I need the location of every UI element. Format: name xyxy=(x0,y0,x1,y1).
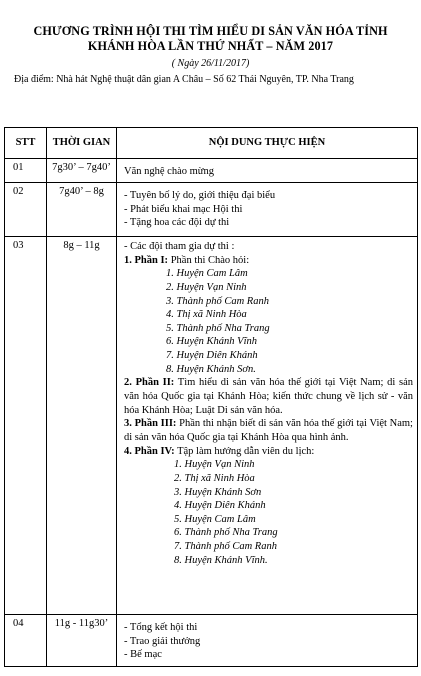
part-3-paragraph xyxy=(124,417,413,444)
table-header-row xyxy=(5,128,418,159)
part-3-text: Phần thi nhận biết di sản văn hóa thế giới tại Việt Nam; di sản văn hóa Quốc gia tại Khánh Hòa qua hình ảnh. xyxy=(124,418,413,443)
row-time: 11g - 11g30’ xyxy=(47,615,117,667)
row-content xyxy=(117,159,418,183)
row-stt: 01 xyxy=(5,159,47,183)
list-item: 7. Thành phố Cam Ranh xyxy=(174,541,277,553)
table-row xyxy=(5,183,418,237)
list-item: 2. Thị xã Ninh Hòa xyxy=(174,472,255,484)
row-time: 7g40’ – 8g xyxy=(47,183,117,237)
row-time: 8g – 11g xyxy=(47,237,117,615)
header-time: THỜI GIAN xyxy=(47,128,117,159)
row-stt: 04 xyxy=(5,615,47,667)
document-page xyxy=(0,24,421,676)
row-content xyxy=(117,615,418,667)
table-row xyxy=(5,159,418,183)
list-item: 4. Huyện Diên Khánh xyxy=(174,500,266,512)
row-stt: 03 xyxy=(5,237,47,615)
title-line-2: KHÁNH HÒA LẦN THỨ NHẤT – NĂM 2017 xyxy=(87,39,334,54)
list-item: 4. Thị xã Ninh Hòa xyxy=(166,309,247,321)
content-line: Văn nghệ chào mừng xyxy=(124,166,214,177)
row-content xyxy=(117,183,418,237)
part-2-label: 2. Phần II: xyxy=(124,377,175,389)
schedule-table xyxy=(4,127,418,667)
part-3-label: 3. Phần III: xyxy=(124,418,177,430)
list-item: 7. Huyện Diên Khánh xyxy=(166,350,258,362)
event-venue: Địa điểm: Nhà hát Nghệ thuật dân gian A Châu – Số 62 Thái Nguyên, TP. Nha Trang xyxy=(14,73,354,85)
event-date: ( Ngày 26/11/2017) xyxy=(171,57,250,69)
list-item: 5. Huyện Cam Lâm xyxy=(174,513,256,525)
header-content: NỘI DUNG THỰC HIỆN xyxy=(117,128,418,159)
participants-intro: - Các đội tham gia dự thi : xyxy=(124,241,235,252)
list-item: 3. Thành phố Cam Ranh xyxy=(166,295,269,307)
row-content xyxy=(117,237,418,615)
content-line: - Tuyên bố lý do, giới thiệu đại biểu xyxy=(124,190,276,201)
part-1-label: 1. Phần I: xyxy=(124,254,169,266)
content-line: - Tổng kết hội thi xyxy=(124,622,198,633)
list-item: 1. Huyện Vạn Ninh xyxy=(174,459,255,471)
list-item: 8. Huyện Khánh Vĩnh. xyxy=(174,554,268,566)
part-2-text: Tìm hiểu di sản văn hóa thế giới tại Việt Nam; di sản văn hóa Quốc gia tại Khánh Hòa; kiến thức chung về lịch sử - văn hóa Khánh Hòa; Luật Di sản văn hóa. xyxy=(124,377,413,416)
list-item: 5. Thành phố Nha Trang xyxy=(166,322,270,334)
document-title xyxy=(4,24,417,55)
content-line: - Trao giải thưởng xyxy=(124,635,201,647)
part-1-text: Phần thi Chào hỏi: xyxy=(168,254,250,266)
list-item: 1. Huyện Cam Lâm xyxy=(166,268,248,280)
content-line: - Phát biểu khai mạc Hội thi xyxy=(124,203,243,215)
title-line-1: CHƯƠNG TRÌNH HỘI THI TÌM HIỂU DI SẢN VĂN HÓA TỈNH xyxy=(33,24,388,38)
content-line: - Tặng hoa các đội dự thi xyxy=(124,217,230,229)
list-item: 8. Huyện Khánh Sơn. xyxy=(166,363,256,375)
list-item: 2. Huyện Vạn Ninh xyxy=(166,281,247,293)
row-time: 7g30’ – 7g40’ xyxy=(47,159,117,183)
part-4-label: 4. Phần IV: xyxy=(124,445,175,457)
part-4-text: Tập làm hướng dẫn viên du lịch: xyxy=(174,445,315,457)
part-1-heading xyxy=(124,254,413,268)
part-2-paragraph xyxy=(124,376,413,417)
table-row xyxy=(5,237,418,615)
list-item: 3. Huyện Khánh Sơn xyxy=(174,486,262,498)
list-item: 6. Thành phố Nha Trang xyxy=(174,527,278,539)
part-4-heading xyxy=(124,445,413,459)
list-item: 6. Huyện Khánh Vĩnh xyxy=(166,336,257,348)
row-stt: 02 xyxy=(5,183,47,237)
content-line: - Bế mạc xyxy=(124,649,162,661)
header-stt: STT xyxy=(5,128,47,159)
table-row xyxy=(5,615,418,667)
